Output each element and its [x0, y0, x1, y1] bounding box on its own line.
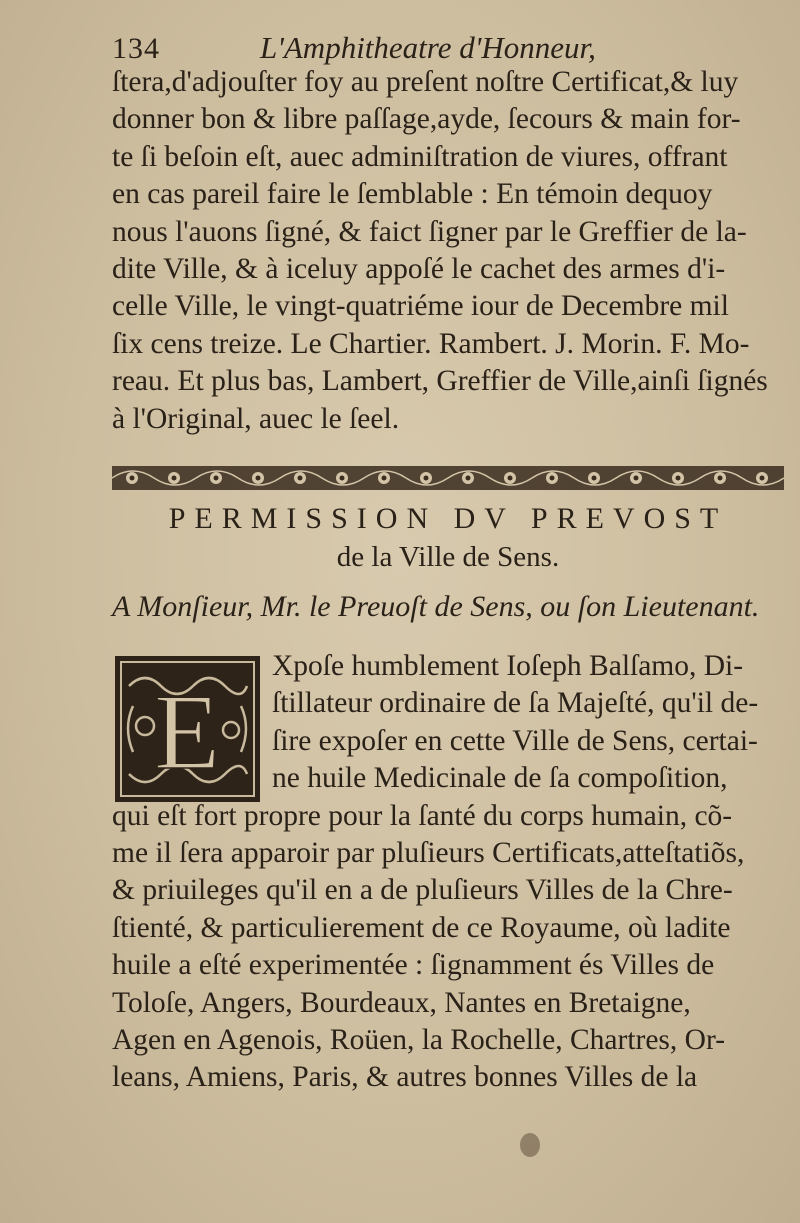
text-line: ſix cens treize. Le Chartier. Rambert. J. Morin. F. Mo-: [112, 327, 750, 360]
certificate-text: [112, 64, 784, 438]
text-line: me il ſera apparoir par pluſieurs Certificats,atteſtatiõs,: [112, 836, 745, 869]
text-line: à l'Original, auec le ſeel.: [112, 402, 400, 435]
text-line: donner bon & libre paſſage,ayde, ſecours & main for-: [112, 103, 741, 136]
text-line: & priuileges qu'il en a de pluſieurs Villes de la Chre-: [112, 874, 733, 907]
text-line: leans, Amiens, Paris, & autres bonnes Villes de la: [112, 1061, 698, 1094]
section-title-line1: PERMISSION DV PREVOST: [168, 502, 728, 535]
running-title: L'Amphitheatre d'Honneur,: [260, 30, 596, 65]
address-line: A Monſieur, Mr. le Preuoſt de Sens, ou ſon Lieutenant.: [112, 590, 760, 623]
ink-spot-icon: [500, 1125, 560, 1165]
text-line: reau. Et plus bas, Lambert, Greffier de Ville,ainſi ſignés: [112, 365, 768, 398]
section-title-line2: de la Ville de Sens.: [336, 541, 560, 573]
page-number: 134: [112, 32, 160, 65]
text-line: ne huile Medicinale de ſa compoſition,: [272, 762, 728, 795]
text-line: dite Ville, & à iceluy appoſé le cachet des armes d'i-: [112, 252, 726, 285]
text-line: Xpoſe humblement Ioſeph Balſamo, Di-: [272, 650, 744, 682]
text-line: Agen en Agenois, Roüen, la Rochelle, Chartres, Or-: [112, 1023, 726, 1056]
text-line: ſtillateur ordinaire de ſa Majeſté, qu'il de-: [272, 687, 759, 720]
text-line: Toloſe, Angers, Bourdeaux, Nantes en Bretaigne,: [112, 986, 691, 1019]
petition-text: [112, 648, 784, 1097]
text-line: huile a eſté experimentée : ſignamment és Villes de: [112, 949, 715, 982]
section-title: [112, 500, 784, 576]
text-line: ſtera,d'adjouſter foy au preſent noſtre Certificat,& luy: [112, 66, 739, 98]
text-line: ſire expoſer en cette Ville de Sens, certai-: [272, 724, 758, 757]
text-line: celle Ville, le vingt-quatriéme iour de Decembre mil: [112, 290, 729, 323]
text-line: qui eſt fort propre pour la ſanté du corps humain, cõ-: [112, 799, 733, 832]
text-line: nous l'auons ſigné, & faict ſigner par le Greffier de la-: [112, 215, 747, 248]
svg-text:E: E: [154, 673, 220, 792]
text-line: te ſi beſoin eſt, auec adminiſtration de viures, offrant: [112, 140, 728, 173]
text-line: en cas pareil faire le ſemblable : En témoin dequoy: [112, 178, 713, 211]
text-line: ſtienté, & particulierement de ce Royaume, où ladite: [112, 911, 731, 944]
ornament-band: [112, 460, 784, 496]
